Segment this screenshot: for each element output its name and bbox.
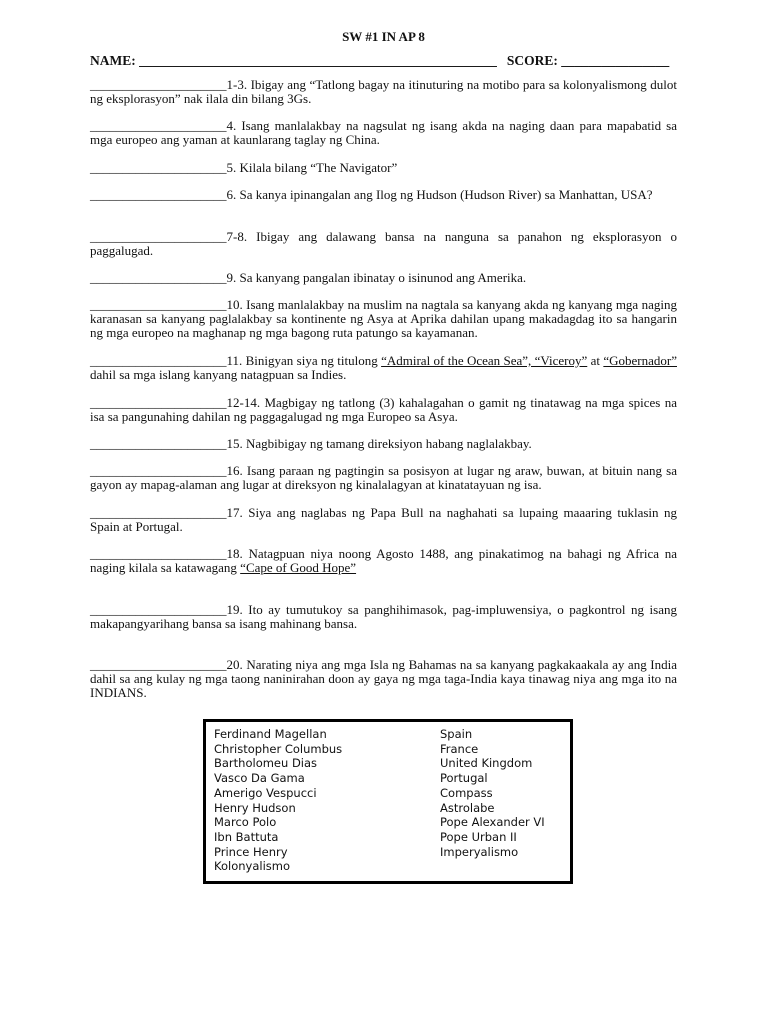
choice-item: Imperyalismo [440, 844, 519, 859]
question-item: _____________________10. Isang manlalakbay na muslim na nagtala sa kanyang akda ng kanyang mga naging karanasan sa kanyang paglalakbay sa kontinente ng Asya at Aprika dahilan upang makadagdag ito sa hangarin ng mga europeo na maghanap ng mga bagong ruta patungo sa kayamanan. [90, 297, 677, 340]
choice-item: Compass [440, 785, 493, 800]
answer-choices-box [203, 719, 573, 884]
answer-blank[interactable]: _____________________ [90, 160, 227, 175]
question-item: _____________________18. Natagpuan niya noong Agosto 1488, ang pinakatimog na bahagi ng Africa na naging kilala sa katawagang “Cape of Good Hope” [90, 546, 677, 575]
question-item: _____________________4. Isang manlalakbay na nagsulat ng isang akda na naging daan para mapabatid sa mga europeo ang yaman at kaunlarang taglay ng China. [90, 118, 677, 147]
question-item: _____________________16. Isang paraan ng pagtingin sa posisyon at lugar ng araw, buwan, at bituin nang sa gayon ay mapag-alaman ang lugar at direksyon ng kinalalagyan at kinatatayuan ng isa. [90, 463, 677, 492]
choice-item: Ibn Battuta [214, 829, 279, 844]
question-item: _____________________7-8. Ibigay ang dalawang bansa na nanguna sa panahon ng eksplorasyon o paggalugad. [90, 229, 677, 258]
choice-item: Ferdinand Magellan [214, 727, 327, 741]
answer-blank[interactable]: _____________________ [90, 297, 227, 312]
question-item: _____________________19. Ito ay tumutukoy sa panghihimasok, pag-impluwensiya, o pagkontrol ng isang makapangyarihang bansa sa isang mahinang bansa. [90, 602, 677, 631]
choice-item: Amerigo Vespucci [214, 785, 317, 800]
answer-blank[interactable]: _____________________ [90, 463, 227, 478]
answer-blank[interactable]: _____________________ [90, 118, 227, 133]
question-item: _____________________6. Sa kanya ipinangalan ang Ilog ng Hudson (Hudson River) sa Manhattan, USA? [90, 187, 653, 202]
choice-item: Astrolabe [440, 800, 495, 815]
answer-blank[interactable]: _____________________ [90, 436, 227, 451]
answer-blank[interactable]: _____________________ [90, 229, 227, 244]
question-item: _____________________20. Narating niya ang mga Isla ng Bahamas na sa kanyang pagkakaakala ay ang India dahil sa ang kulay ng mga taong naninirahan doon ay gaya ng mga taga-India kaya tinawag niya ang mga ito na INDIANS. [90, 657, 677, 700]
question-item: _____________________11. Binigyan siya ng titulong “Admiral of the Ocean Sea”, “Viceroy” at “Gobernador” dahil sa mga islang kanyang natagpuan sa Indies. [90, 353, 677, 382]
answer-blank[interactable]: _____________________ [90, 546, 227, 561]
choice-item: Bartholomeu Dias [214, 756, 318, 771]
choice-item: Vasco Da Gama [214, 771, 305, 786]
choice-item: Henry Hudson [214, 800, 296, 815]
choice-item: Pope Urban II [440, 829, 517, 844]
answer-blank[interactable]: _____________________ [90, 187, 227, 202]
choice-item: Marco Polo [214, 815, 277, 830]
choice-item: Spain [440, 727, 473, 741]
answer-blank[interactable]: _____________________ [90, 270, 227, 285]
choices-left-column [214, 727, 342, 874]
question-item: _____________________5. Kilala bilang “The Navigator” [90, 160, 398, 175]
question-item: _____________________15. Nagbibigay ng tamang direksiyon habang naglalakbay. [90, 436, 532, 451]
choice-item: Pope Alexander VI [440, 815, 545, 830]
score-field[interactable]: SCORE: ________________ [506, 53, 670, 68]
name-field[interactable]: NAME: _____________________________________________________ [90, 53, 497, 68]
question-item: _____________________12-14. Magbigay ng tatlong (3) kahalagahan o gamit ng tinatawag na mga spices na isa sa pangunahing dahilan ng paggagalugad ng mga Europeo sa Asya. [90, 395, 677, 424]
choices-right-column [440, 727, 545, 859]
worksheet [90, 30, 677, 68]
question-item: _____________________9. Sa kanyang pangalan ibinatay o isinunod ang Amerika. [90, 270, 527, 285]
choice-item: France [440, 741, 479, 756]
page-title: SW #1 IN AP 8 [342, 29, 425, 44]
answer-blank[interactable]: _____________________ [90, 657, 227, 672]
choice-item: Prince Henry [214, 844, 288, 859]
question-item: _____________________17. Siya ang naglabas ng Papa Bull na naghahati sa lupaing maaaring tuklasin ng Spain at Portugal. [90, 505, 677, 534]
question-item: _____________________1-3. Ibigay ang “Tatlong bagay na itinuturing na motibo para sa kolonyalismong dulot ng eksplorasyon” nak ilala din bilang 3Gs. [90, 77, 677, 106]
choice-item: Kolonyalismo [214, 859, 290, 874]
answer-blank[interactable]: _____________________ [90, 77, 227, 92]
answer-blank[interactable]: _____________________ [90, 505, 227, 520]
choice-item: United Kingdom [440, 756, 533, 771]
choice-item: Portugal [440, 771, 488, 786]
answer-blank[interactable]: _____________________ [90, 353, 227, 368]
answer-blank[interactable]: _____________________ [90, 602, 227, 617]
choice-item: Christopher Columbus [214, 741, 343, 756]
header-line [90, 53, 677, 68]
answer-blank[interactable]: _____________________ [90, 395, 227, 410]
